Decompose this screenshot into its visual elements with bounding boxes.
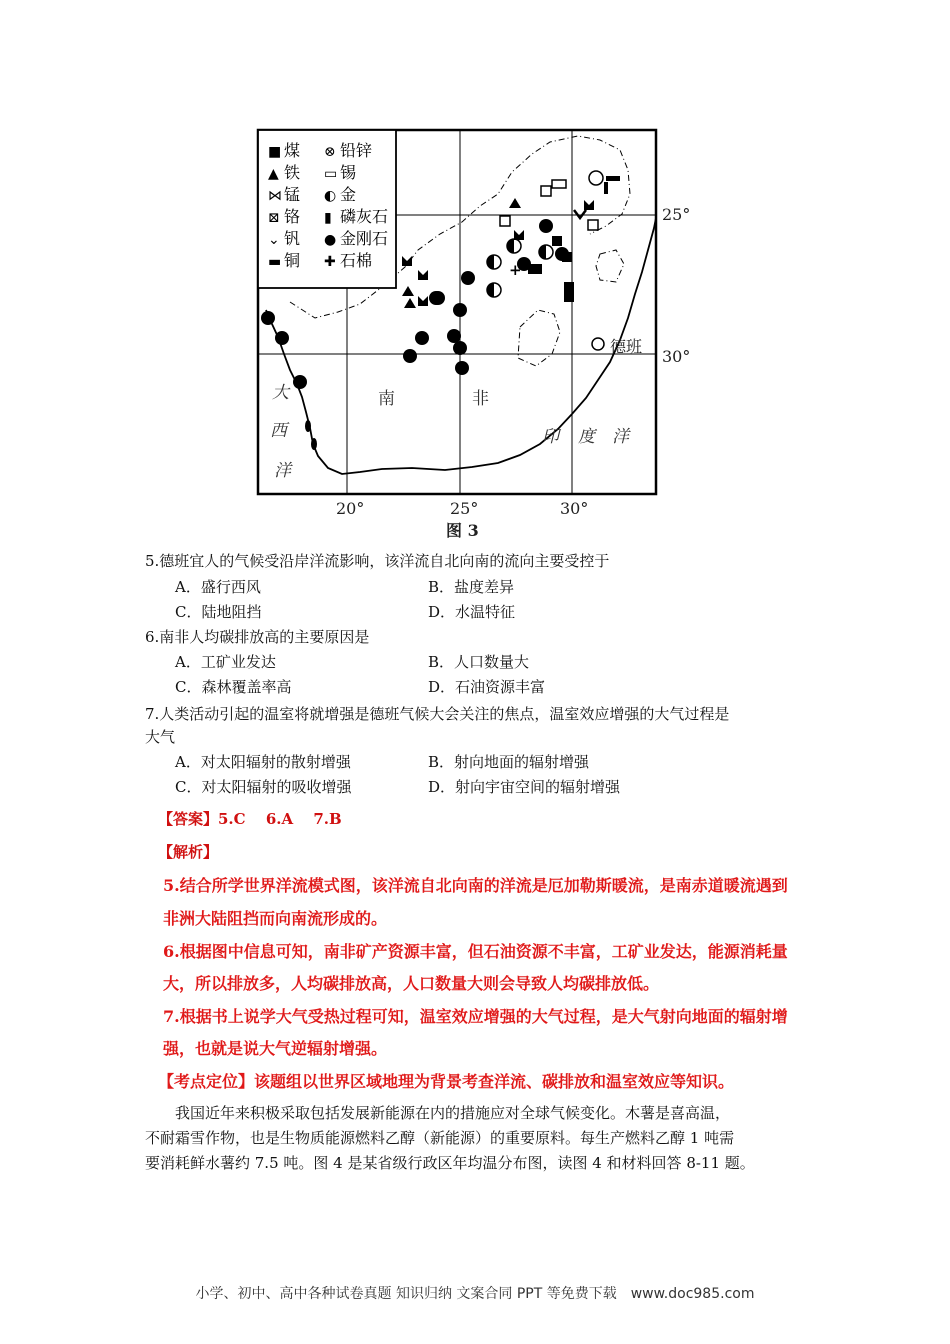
analysis-title: 【解析】 [158, 843, 219, 861]
legend-label: 石棉 [340, 251, 373, 270]
legend-symbol-icon: ▭ [324, 166, 338, 182]
question-5-option-b: B．盐度差异 [428, 578, 515, 596]
phosphate-symbol [311, 438, 317, 450]
coal-symbol [564, 282, 574, 292]
legend-symbol-icon: ● [324, 232, 337, 248]
coal-symbol [552, 236, 562, 246]
lon-label-30: 30° [560, 499, 589, 518]
legend-label: 金 [340, 185, 357, 204]
analysis-line: 大，所以排放多，人均碳排放高，人口数量大则会导致人均碳排放低。 [163, 974, 660, 993]
question-6-option-a: A．工矿业发达 [175, 653, 276, 671]
diamond-symbol [261, 311, 275, 325]
legend-label: 铁 [284, 163, 301, 182]
lon-label-25: 25° [450, 499, 479, 518]
legend-symbol-icon: ▬ [268, 254, 282, 270]
diamond-symbol [447, 329, 461, 343]
material-line: 我国近年来积极采取包括发展新能源在内的措施应对全球气候变化。木薯是喜高温， [145, 1104, 731, 1122]
legend-label: 铅锌 [340, 141, 373, 160]
diamond-symbol [403, 349, 417, 363]
figure-caption: 图 3 [446, 521, 479, 540]
question-7-option-d: D．射向宇宙空间的辐射增强 [428, 778, 621, 796]
analysis-line: 强，也就是说大气逆辐射增强。 [163, 1039, 388, 1058]
diamond-symbol [539, 219, 553, 233]
legend-symbol-icon: ◐ [324, 188, 337, 204]
analysis-line: 6.根据图中信息可知，南非矿产资源丰富，但石油资源不丰富，工矿业发达，能源消耗量 [163, 942, 788, 961]
legend-label: 钒 [284, 229, 301, 248]
diamond-symbol [293, 375, 307, 389]
durban-marker [592, 338, 604, 350]
coal-symbol [564, 292, 574, 302]
legend-symbol-icon: ⊠ [268, 210, 280, 226]
lat-label-25: 25° [662, 205, 691, 224]
diamond-symbol [455, 361, 469, 375]
ocean-indian-1: 印 [542, 427, 559, 447]
legend-label: 磷灰石 [340, 207, 389, 226]
diamond-symbol [461, 271, 475, 285]
ocean-indian-2: 度 [578, 427, 595, 447]
question-6-stem: 6.南非人均碳排放高的主要原因是 [145, 628, 370, 646]
page-footer[interactable]: 小学、初中、高中各种试卷真题 知识归纳 文案合同 PPT 等免费下载 www.doc985.com [195, 1286, 755, 1302]
chromite-symbol [588, 220, 598, 230]
diamond-symbol [453, 341, 467, 355]
tin-symbol [552, 180, 566, 188]
question-7-option-b: B．射向地面的辐射增强 [428, 753, 590, 771]
analysis-line: 非洲大陆阻挡而向南流形成的。 [163, 909, 388, 928]
legend-symbol-icon: ⋈ [268, 188, 282, 204]
legend-symbol-icon: ▮ [324, 210, 332, 226]
question-6-option-d: D．石油资源丰富 [428, 678, 546, 696]
ocean-atlantic-1: 大 [272, 383, 289, 403]
country-label-1: 南 [378, 389, 395, 409]
diamond-symbol [431, 291, 445, 305]
ocean-atlantic-3: 洋 [274, 461, 291, 481]
phosphate-symbol [305, 420, 311, 432]
question-5-option-a: A．盛行西风 [175, 578, 261, 596]
question-7-stem: 7.人类活动引起的温室将就增强是德班气候大会关注的焦点，温室效应增强的大气过程是 [145, 705, 730, 723]
asbestos-symbol: + [509, 261, 522, 279]
analysis-line: 7.根据书上说学大气受热过程可知，温室效应增强的大气过程，是大气射向地面的辐射增 [163, 1007, 788, 1026]
legend-label: 锡 [340, 163, 357, 182]
copper-symbol [606, 176, 620, 181]
material-line: 不耐霜雪作物，也是生物质能源燃料乙醇（新能源）的重要原料。每生产燃料乙醇 1 吨需 [145, 1129, 735, 1147]
question-5-option-d: D．水温特征 [428, 603, 516, 621]
legend-symbol-icon: ✚ [324, 254, 336, 270]
legend-symbol-icon: ⌄ [268, 232, 280, 248]
durban-label: 德班 [610, 337, 643, 356]
material-line: 要消耗鲜水薯约 7.5 吨。图 4 是某省级行政区年均温分布图，读图 4 和材料回答 8-11 题。 [145, 1154, 755, 1172]
question-5-stem: 5.德班宜人的气候受沿岸洋流影响，该洋流自北向南的流向主要受控于 [145, 552, 610, 570]
legend-label: 煤 [284, 141, 301, 160]
question-6-option-b: B．人口数量大 [428, 653, 530, 671]
legend-label: 铬 [284, 207, 301, 226]
chromite-symbol [500, 216, 510, 226]
analysis-line: 5.结合所学世界洋流模式图，该洋流自北向南的洋流是厄加勒斯暖流，是南赤道暖流遇到 [163, 876, 788, 895]
coal-symbol [562, 252, 572, 262]
question-6-option-c: C．森林覆盖率高 [175, 678, 292, 696]
legend-symbol-icon: ■ [268, 144, 282, 160]
south-africa-mineral-map [250, 122, 691, 540]
diamond-symbol [415, 331, 429, 345]
ocean-indian-3: 洋 [612, 427, 629, 447]
answer-line: 【答案】5.C 6.A 7.B [158, 810, 342, 828]
chromite-symbol [541, 186, 551, 196]
coal-symbol [532, 264, 542, 274]
key-point: 【考点定位】该题组以世界区域地理为背景考查洋流、碳排放和温室效应等知识。 [158, 1072, 735, 1091]
question-7-option-a: A．对太阳辐射的散射增强 [175, 753, 351, 771]
country-label-2: 非 [472, 389, 489, 409]
diamond-symbol [275, 331, 289, 345]
diamond-symbol [453, 303, 467, 317]
question-7-option-c: C．对太阳辐射的吸收增强 [175, 778, 352, 796]
legend-label: 铜 [284, 251, 301, 270]
lead-zinc-symbol [589, 171, 603, 185]
lon-label-20: 20° [336, 499, 365, 518]
legend-symbol-icon: ▲ [268, 166, 279, 182]
legend-label: 锰 [284, 185, 301, 204]
ocean-atlantic-2: 西 [270, 421, 287, 441]
copper-symbol [604, 182, 608, 194]
question-5-option-c: C．陆地阻挡 [175, 603, 262, 621]
legend-label: 金刚石 [340, 229, 389, 248]
lat-label-30: 30° [662, 347, 691, 366]
question-7-stem-cont: 大气 [145, 728, 176, 746]
legend-symbol-icon: ⊗ [324, 144, 336, 160]
